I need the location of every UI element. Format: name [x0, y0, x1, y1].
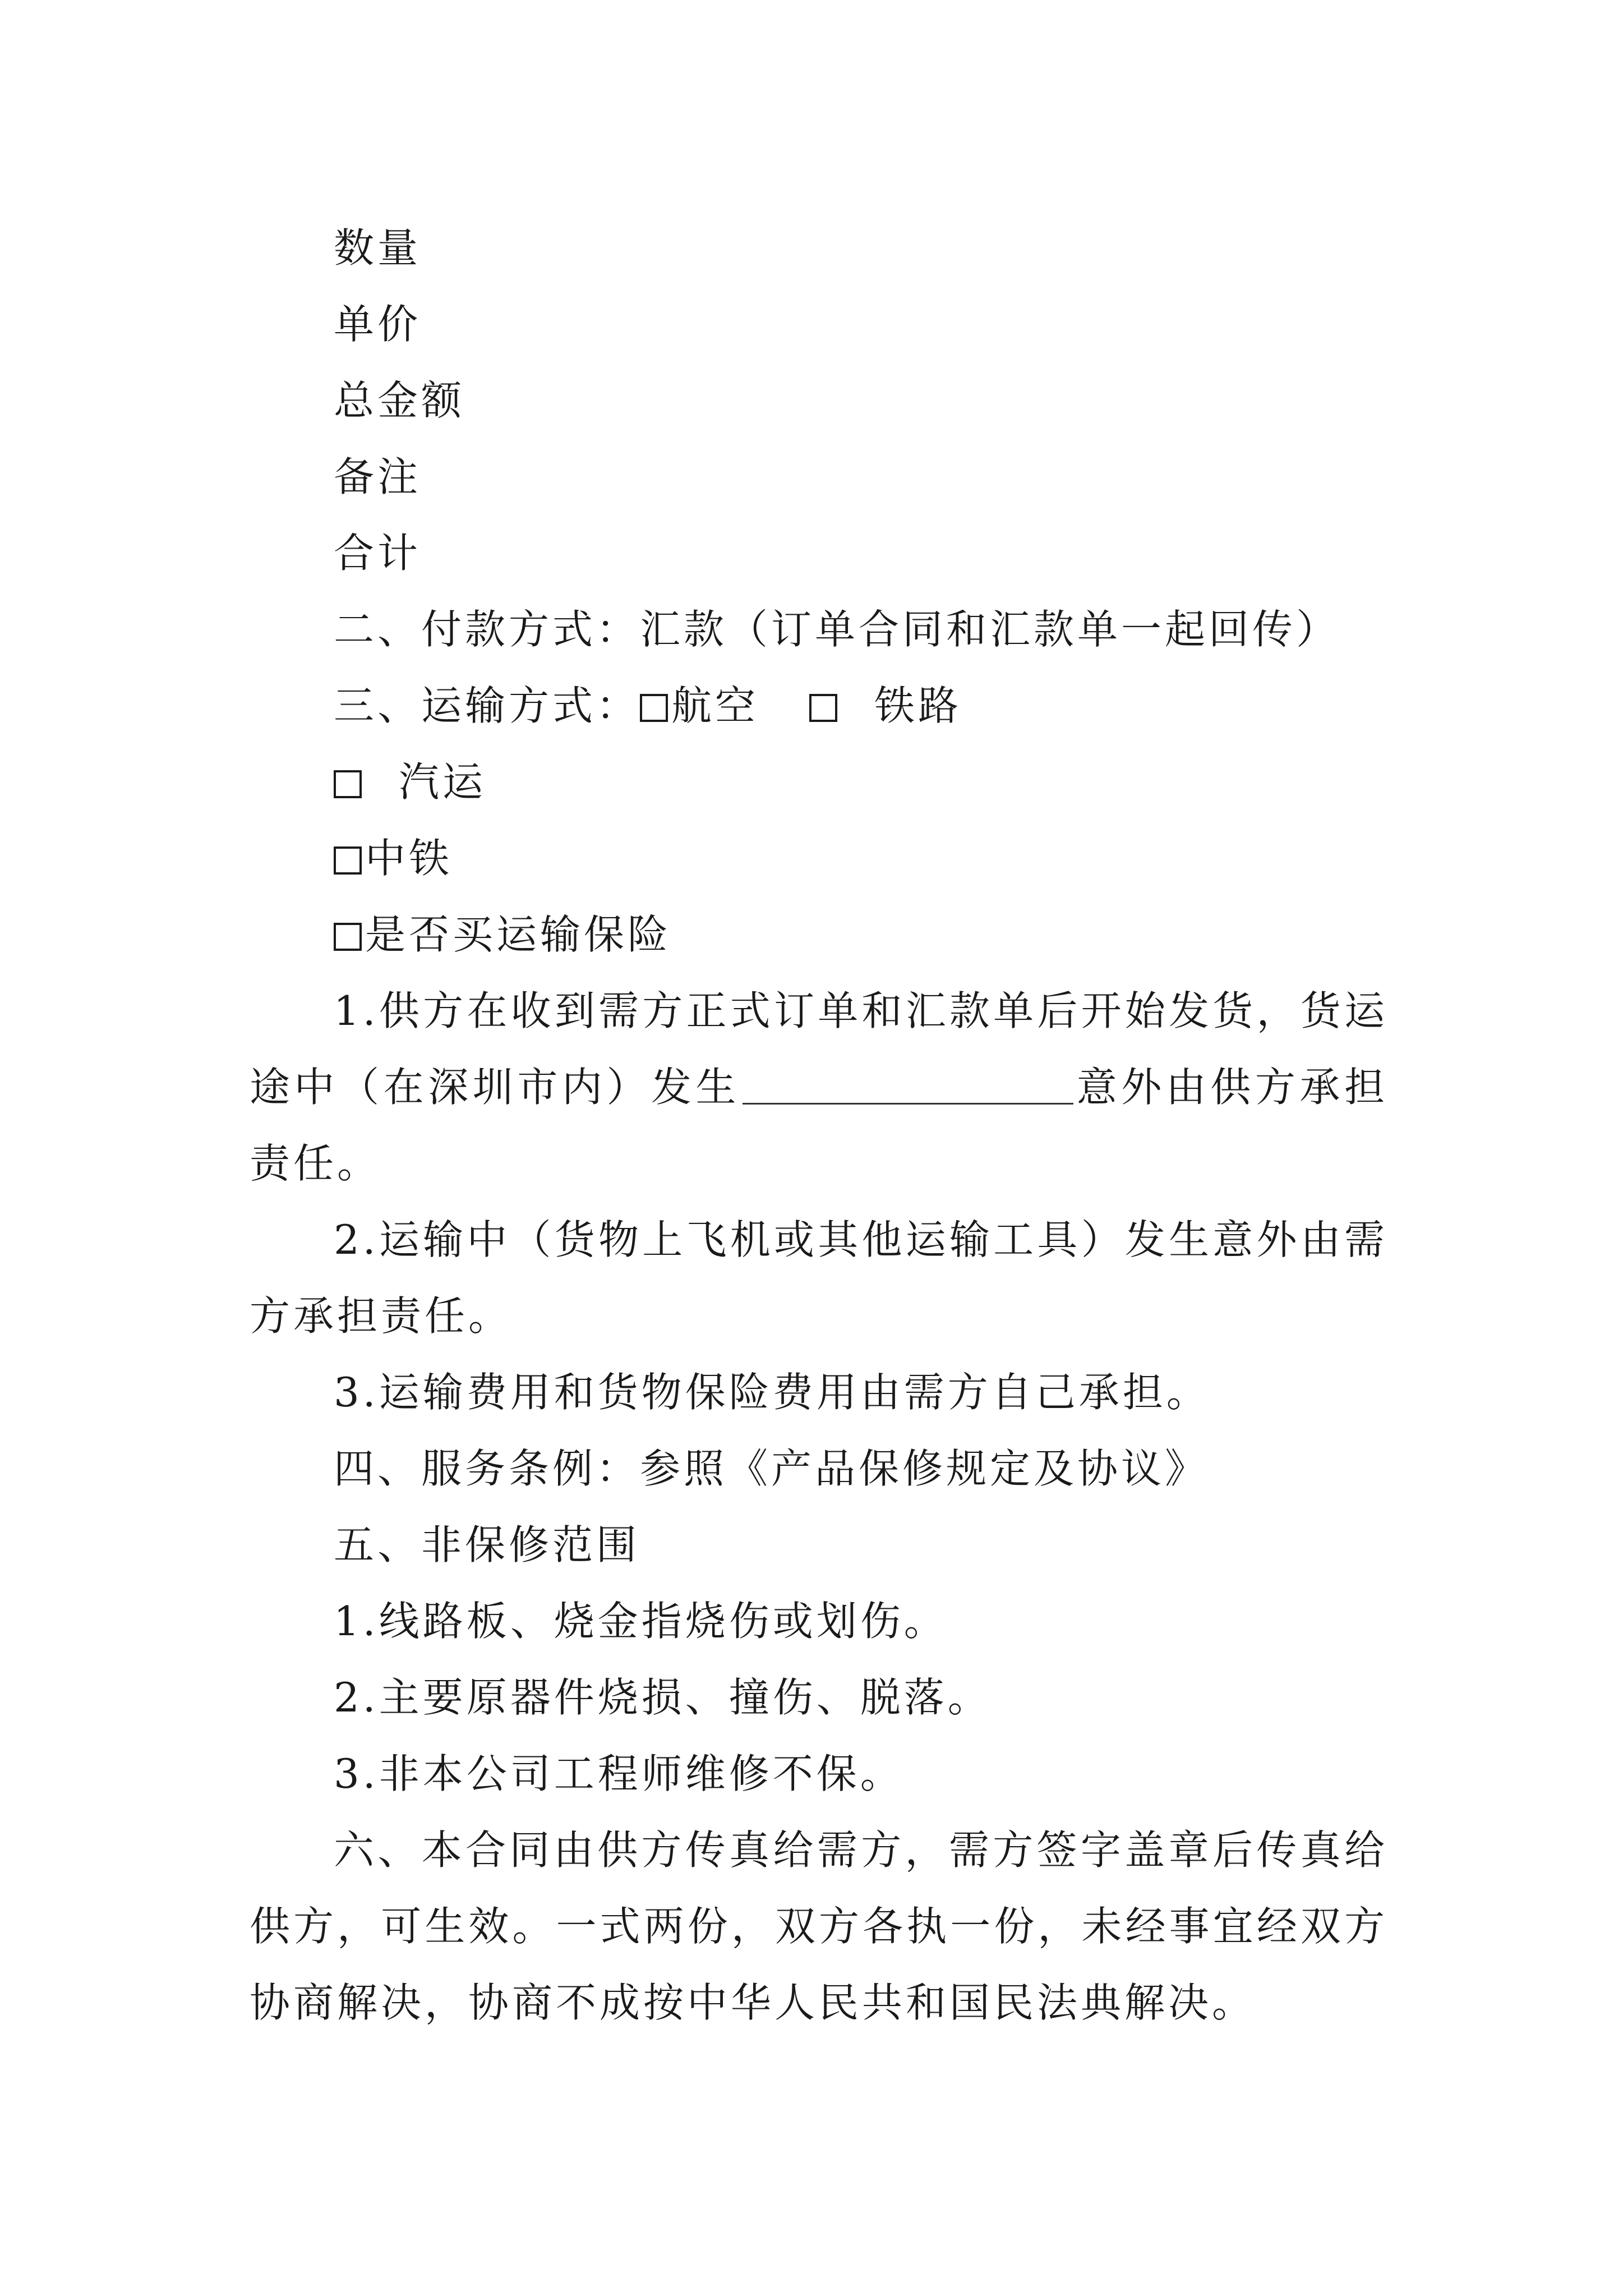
item-total-amount: 总金额 — [334, 377, 465, 424]
checkbox-insurance[interactable] — [334, 923, 362, 951]
transport-clause-1: 1.供方在收到需方正式订单和汇款单后开始发货，货运途中（在深圳市内）发生 意外由供方承担责任。 — [250, 987, 1388, 1187]
option-road: 汽运 — [399, 758, 487, 806]
checkbox-china-railway[interactable] — [334, 846, 362, 875]
option-insurance: 是否买运输保险 — [365, 911, 672, 958]
transport-clause-3: 3.运输费用和货物保险费用由需方自己承担。 — [334, 1369, 1210, 1416]
non-warranty-heading: 五、非保修范围 — [334, 1521, 640, 1568]
payment-method: 二、付款方式：汇款（订单合同和汇款单一起回传） — [334, 606, 1340, 653]
transport-clause-2: 2.运输中（货物上飞机或其他运输工具）发生意外由需方承担责任。 — [250, 1216, 1388, 1340]
transport-option-road — [250, 744, 1388, 820]
service-terms: 四、服务条例：参照《产品保修规定及协议》 — [334, 1445, 1209, 1492]
non-warranty-item-3: 3.非本公司工程师维修不保。 — [334, 1750, 904, 1797]
option-railway: 铁路 — [874, 682, 962, 729]
transport-heading: 三、运输方式： — [334, 682, 640, 729]
fill-in-blank[interactable] — [743, 1069, 1073, 1105]
checkbox-road[interactable] — [334, 770, 362, 798]
item-subtotal: 合计 — [334, 530, 422, 577]
transport-method — [250, 668, 1388, 744]
item-quantity: 数量 — [334, 224, 422, 272]
option-air: 航空 — [671, 682, 759, 729]
document-body — [250, 210, 1388, 2041]
transport-option-china-railway — [250, 820, 1388, 896]
checkbox-air[interactable] — [640, 694, 668, 722]
option-china-railway: 中铁 — [365, 835, 453, 882]
item-unit-price: 单价 — [334, 301, 422, 348]
transport-option-insurance — [250, 896, 1388, 973]
non-warranty-item-1: 1.线路板、烧金指烧伤或划伤。 — [334, 1598, 948, 1645]
non-warranty-item-2: 2.主要原器件烧损、撞伤、脱落。 — [334, 1674, 992, 1721]
checkbox-railway[interactable] — [809, 694, 837, 722]
item-remarks: 备注 — [334, 453, 422, 500]
contract-effect-clause: 六、本合同由供方传真给需方，需方签字盖章后传真给供方，可生效。一式两份，双方各执一份，未经事宜经双方协商解决，协商不成按中华人民共和国民法典解决。 — [250, 1826, 1388, 2026]
